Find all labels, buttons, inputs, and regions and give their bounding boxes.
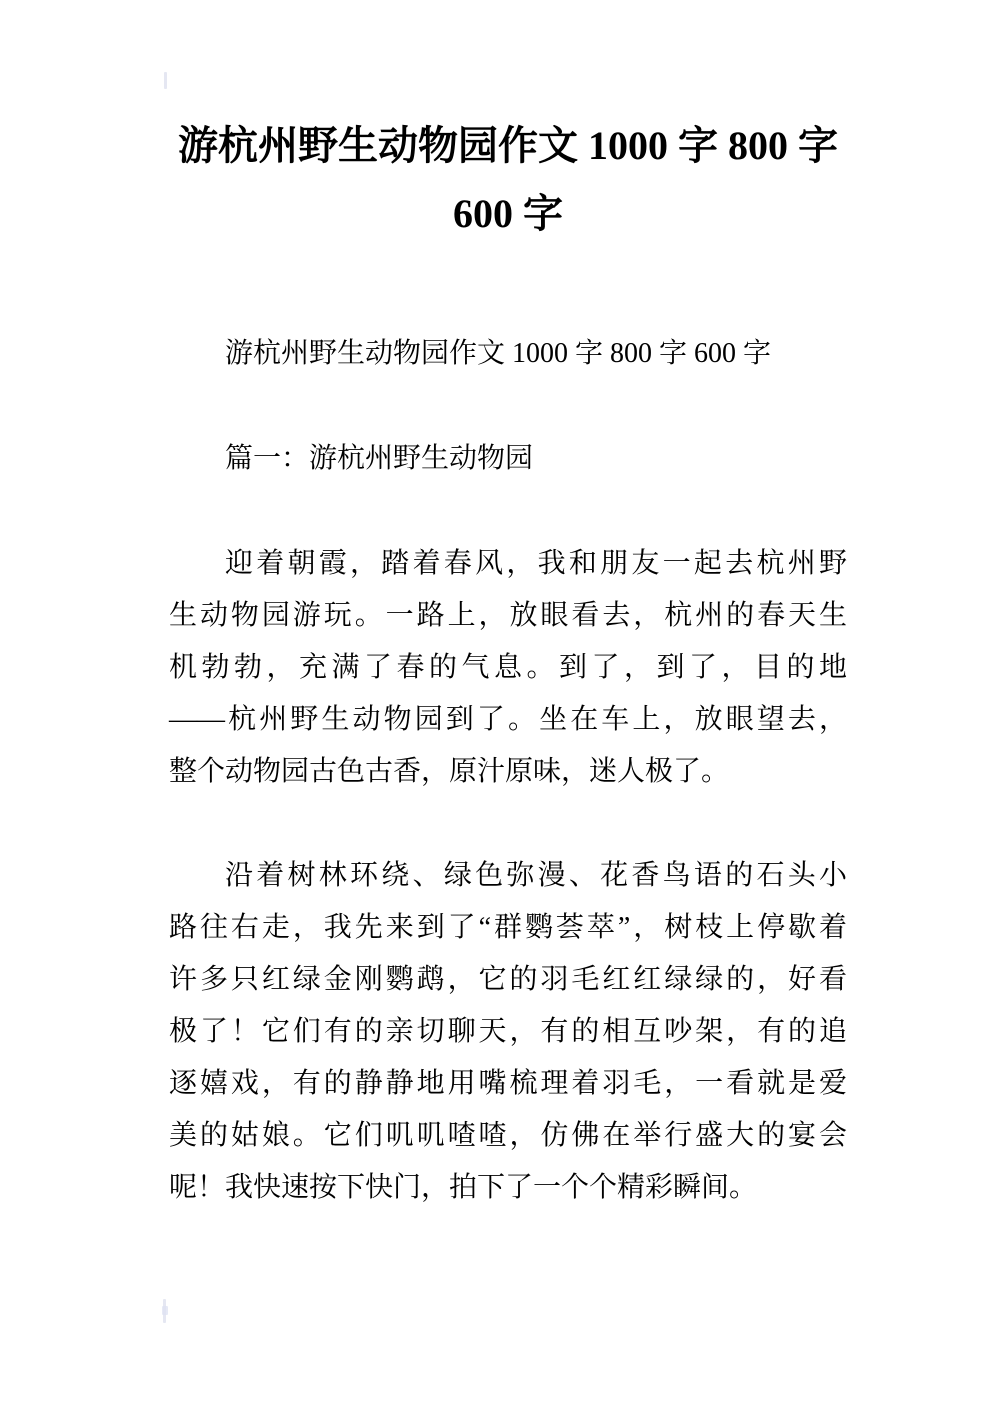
text-line: 沿着树林环绕、绿色弥漫、花香鸟语的石头小 <box>225 860 847 891</box>
cursor-artifact-bottom <box>163 1299 166 1323</box>
title-line-1: 游杭州野生动物园作文 1000 字 800 字 <box>178 123 838 168</box>
text-line: 许多只红绿金刚鹦鹉，它的羽毛红红绿绿的，好看 <box>169 964 847 995</box>
text-line: ——杭州野生动物园到了。坐在车上，放眼望去， <box>169 704 847 735</box>
section-heading: 篇一：游杭州野生动物园 <box>225 443 534 474</box>
text-line: 路往右走，我先来到了“群鹦荟萃”，树枝上停歇着 <box>169 912 847 943</box>
paragraph-1 <box>169 538 847 798</box>
document-subtitle: 游杭州野生动物园作文 1000 字 800 字 600 字 <box>225 338 772 369</box>
document-body <box>169 0 847 1214</box>
text-line: 美的姑娘。它们叽叽喳喳，仿佛在举行盛大的宴会 <box>169 1120 847 1151</box>
document-title <box>169 112 847 248</box>
text-line: 整个动物园古色古香，原汁原味，迷人极了。 <box>169 756 730 787</box>
cursor-artifact-top <box>164 72 167 89</box>
text-line: 迎着朝霞，踏着春风，我和朋友一起去杭州野 <box>225 548 847 579</box>
title-line-2: 600 字 <box>453 191 563 236</box>
text-line: 呢！我快速按下快门，拍下了一个个精彩瞬间。 <box>169 1172 758 1203</box>
text-line: 生动物园游玩。一路上，放眼看去，杭州的春天生 <box>169 600 847 631</box>
text-line: 逐嬉戏，有的静静地用嘴梳理着羽毛，一看就是爱 <box>169 1068 847 1099</box>
text-line: 极了！它们有的亲切聊天，有的相互吵架，有的追 <box>169 1016 847 1047</box>
paragraph-2 <box>169 850 847 1214</box>
text-line: 机勃勃，充满了春的气息。到了，到了，目的地 <box>169 652 847 683</box>
